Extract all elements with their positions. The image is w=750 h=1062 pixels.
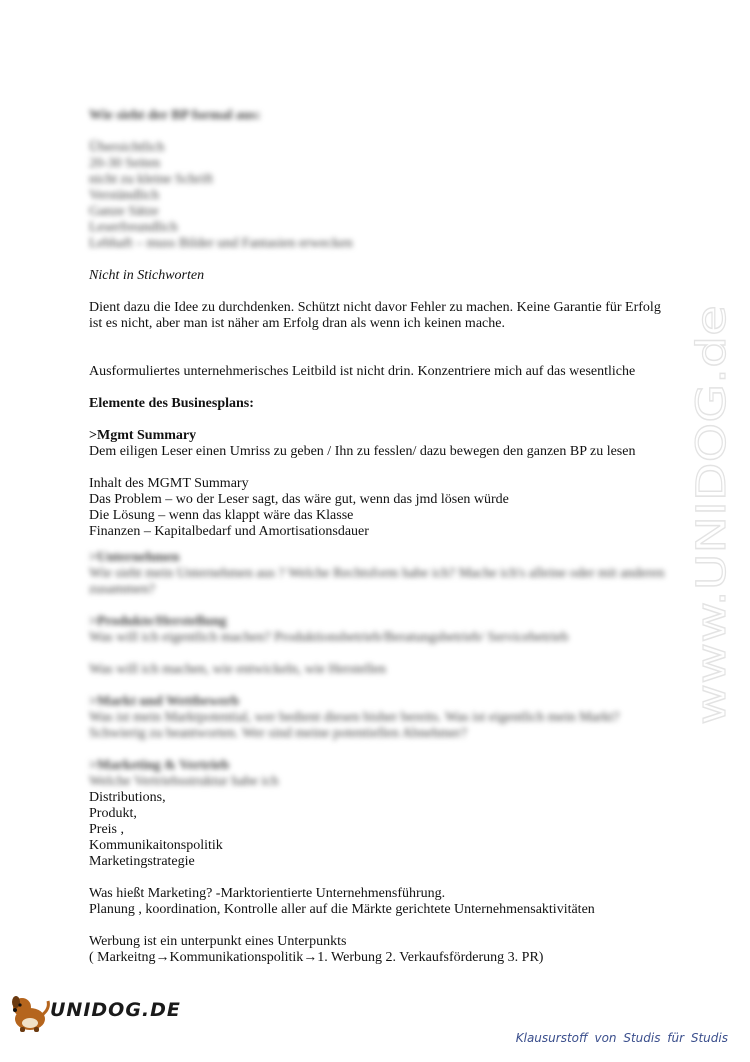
marketing-definition: Planung , koordination, Kontrolle aller auf die Märkte gerichtete Unternehmensaktivitäten: [89, 902, 595, 917]
watermark-text-svg: [689, 300, 735, 730]
blurred-line: Ganze Sätze: [89, 204, 159, 219]
italic-note: Nicht in Stichworten: [89, 268, 205, 283]
footer-tagline: Klausurstoff von Studis für Studis: [515, 1031, 728, 1045]
mgmt-content-line: Die Lösung – wenn das klappt wäre das Klasse: [89, 508, 354, 523]
blurred-line: Übersichtlich: [89, 140, 165, 155]
blurred-line: Was ist mein Marktpotential, wer bedient diesen bisher bereits. Was ist eigentlich mein Markt?: [89, 710, 620, 725]
paragraph-leitbild: Ausformuliertes unternehmerisches Leitbild ist nicht drin. Konzentriere mich auf das wesentliche: [89, 364, 636, 379]
dog-logo-icon: [8, 993, 52, 1033]
blurred-heading: >Produkte/Herstellung: [89, 614, 227, 629]
marketing-item: Preis ,: [89, 822, 124, 837]
marketing-item: Distributions,: [89, 790, 166, 805]
blurred-line: Leserfreundlich: [89, 220, 178, 235]
blurred-line: nicht zu kleine Schrift: [89, 172, 214, 187]
paragraph-line: ist es nicht, aber man ist näher am Erfolg dran als wenn ich keinen mache.: [89, 316, 505, 331]
blurred-line: Verständlich: [89, 188, 159, 203]
logo-text: UNIDOG.DE: [50, 999, 181, 1021]
paragraph-line: Dient dazu die Idee zu durchdenken. Schützt nicht davor Fehler zu machen. Keine Garantie für Erfolg: [89, 300, 661, 315]
marketing-definition: Was hießt Marketing? -Marktorientierte Unternehmensführung.: [89, 886, 446, 901]
blurred-line: Wie sieht mein Unternehmen aus ? Welche Rechtsform habe ich? Mache ich's alleine oder mit anderen: [89, 566, 665, 581]
blurred-section-mid: [89, 550, 665, 790]
mgmt-content-line: Inhalt des MGMT Summary: [89, 476, 249, 491]
mgmt-content-line: Finanzen – Kapitalbedarf und Amortisationsdauer: [89, 524, 369, 539]
elements-heading: Elemente des Businesplans:: [89, 396, 254, 411]
blurred-line: Was will ich machen, wie entwickeln, wie Herstellen: [89, 662, 387, 677]
marketing-item: Marketingstrategie: [89, 854, 195, 869]
blurred-line: Schwierig zu beantworten. Wer sind meine potentiellen Abnehmer?: [89, 726, 468, 741]
marketing-item: Produkt,: [89, 806, 137, 821]
blurred-line: Was will ich eigentlich machen? Produktionsbetrieb/Beratungsbetrieb/ Servicebetrieb: [89, 630, 569, 645]
blurred-section-top: [89, 108, 649, 252]
blurred-heading: >Markt und Wettbewerb: [89, 694, 240, 709]
blurred-line: Lebhaft – muss Bilder und Fantasien erwecken: [89, 236, 353, 251]
mgmt-summary-heading: >Mgmt Summary: [89, 428, 197, 443]
mgmt-content-line: Das Problem – wo der Leser sagt, das wäre gut, wenn das jmd lösen würde: [89, 492, 509, 507]
watermark: [689, 300, 735, 730]
blurred-heading: >Marketing & Vertrieb: [89, 758, 230, 773]
document-body: [89, 108, 665, 966]
marketing-item: Kommunikaitonspolitik: [89, 838, 223, 853]
watermark-text: www.UNIDOG.de: [689, 390, 735, 725]
werbung-line: ( Markeitng→Kommunikationspolitik→1. Werbung 2. Verkaufsförderung 3. PR): [89, 950, 544, 965]
blurred-line: 20-30 Seiten: [89, 156, 161, 171]
mgmt-summary-desc: Dem eiligen Leser einen Umriss zu geben / Ihn zu fesslen/ dazu bewegen den ganzen BP zu lesen: [89, 444, 636, 459]
blurred-line: Welche Vertriebsstruktur habe ich: [89, 774, 279, 789]
werbung-line: Werbung ist ein unterpunkt eines Unterpunkts: [89, 934, 347, 949]
blurred-heading: Wie sieht der BP formal aus:: [89, 108, 261, 123]
unidog-logo: [8, 993, 181, 1033]
blurred-line: zusammen?: [89, 582, 156, 597]
blurred-heading: >Unternehmen: [89, 550, 180, 565]
